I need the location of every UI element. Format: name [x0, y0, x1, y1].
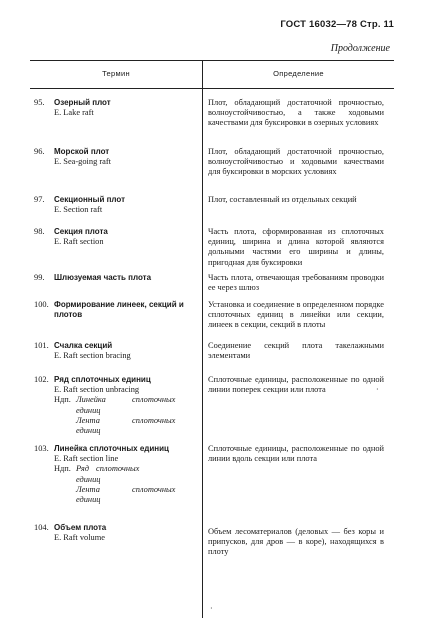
- entry-number: 104.: [34, 523, 49, 532]
- entry-number: 101.: [34, 341, 49, 350]
- entry-number: 103.: [34, 444, 49, 453]
- not-allowed-synonyms: [34, 395, 199, 405]
- definition: Установка и соединение в определенном порядке сплоточных единиц в линейки или секции, линеек в секции, секций в плоты: [208, 300, 384, 330]
- entry-number: 95.: [34, 98, 45, 107]
- ndp-label: Ндп.: [54, 395, 71, 405]
- terms-table: [30, 60, 394, 618]
- ndp-word: единиц: [76, 494, 101, 504]
- column-divider: [202, 60, 203, 618]
- definition: Плот, обладающий достаточной прочностью, волноустойчивостью и ходовыми качествами для буксировки в морских условиях: [208, 147, 384, 177]
- definition-column-header: Определение: [273, 69, 324, 78]
- term-en: E. Section raft: [54, 205, 103, 215]
- definition: Сплоточные единицы, расположенные по одной линии вдоль секции или плота: [208, 444, 384, 464]
- ndp-word: Ряд: [76, 464, 90, 474]
- margin-mark: ·: [376, 385, 379, 394]
- term-ru: Морской плот: [54, 147, 110, 156]
- ndp-word: Лента: [76, 484, 100, 494]
- entry-number: 100.: [34, 300, 49, 309]
- page-header: ГОСТ 16032—78 Стр. 11: [280, 19, 394, 30]
- term-en: E. Raft section line: [54, 454, 119, 464]
- term-en: E. Sea-going raft: [54, 157, 111, 167]
- term-en: E. Raft volume: [54, 533, 105, 543]
- term-ru: Объем плота: [54, 523, 107, 532]
- definition: Соединение секций плота такелажными элементами: [208, 341, 384, 361]
- term-en: E. Raft section bracing: [54, 351, 131, 361]
- definition: Плот, обладающий достаточной прочностью, волноустойчивостью, а также ходовыми качествами для буксировки в озерных условиях: [208, 98, 384, 128]
- term-ru: Ряд сплоточных единиц: [54, 375, 151, 384]
- ndp-word: сплоточных: [132, 395, 176, 405]
- term-en: E. Lake raft: [54, 108, 94, 118]
- ndp-word: единиц: [76, 405, 101, 415]
- ndp-word: сплоточных: [96, 464, 140, 474]
- entry-number: 96.: [34, 147, 45, 156]
- ndp-word: Линейка: [76, 395, 106, 405]
- term-column-header: Термин: [102, 69, 130, 78]
- bottom-mark: ·: [210, 604, 213, 613]
- not-allowed-synonyms: [34, 464, 194, 474]
- term-ru: Озерный плот: [54, 98, 111, 107]
- term-ru: Секция плота: [54, 227, 108, 236]
- definition: Объем лесоматериалов (деловых — без коры и припусков, для дров — в коре), находящихся в плоту: [208, 527, 384, 557]
- definition: Плот, составленный из отдельных секций: [208, 195, 357, 204]
- header-bottom-rule: [30, 88, 394, 89]
- ndp-label: Ндп.: [54, 464, 71, 474]
- term-en: E. Raft section unbracing: [54, 385, 140, 395]
- entry-number: 102.: [34, 375, 49, 384]
- ndp-word: единиц: [76, 425, 101, 435]
- term-ru: Счалка секций: [54, 341, 113, 350]
- term-ru: Шлюзуемая часть плота: [54, 273, 152, 282]
- definition: Часть плота, сформированная из сплоточных единиц, ширина и длина которой являются дольными частями его ширины и длины, пригодная для буксировки: [208, 227, 384, 267]
- ndp-word: Лента: [76, 415, 100, 425]
- ndp-word: сплоточных: [132, 415, 176, 425]
- term-en: E. Raft section: [54, 237, 104, 247]
- entry-number: 97.: [34, 195, 45, 204]
- definition: Часть плота, отвечающая требованиям проводки ее через шлюз: [208, 273, 384, 293]
- entry-number: 99.: [34, 273, 45, 282]
- definition: Сплоточные единицы, расположенные по одной линии поперек секции или плота: [208, 375, 384, 395]
- term-ru: Формирование линеек, секций и плотов: [54, 300, 184, 320]
- term-ru: Секционный плот: [54, 195, 126, 204]
- term-ru: Линейка сплоточных единиц: [54, 444, 169, 453]
- continued-label: Продолжение: [330, 43, 390, 54]
- ndp-word: единиц: [76, 474, 101, 484]
- ndp-word: сплоточных: [132, 484, 176, 494]
- entry-number: 98.: [34, 227, 45, 236]
